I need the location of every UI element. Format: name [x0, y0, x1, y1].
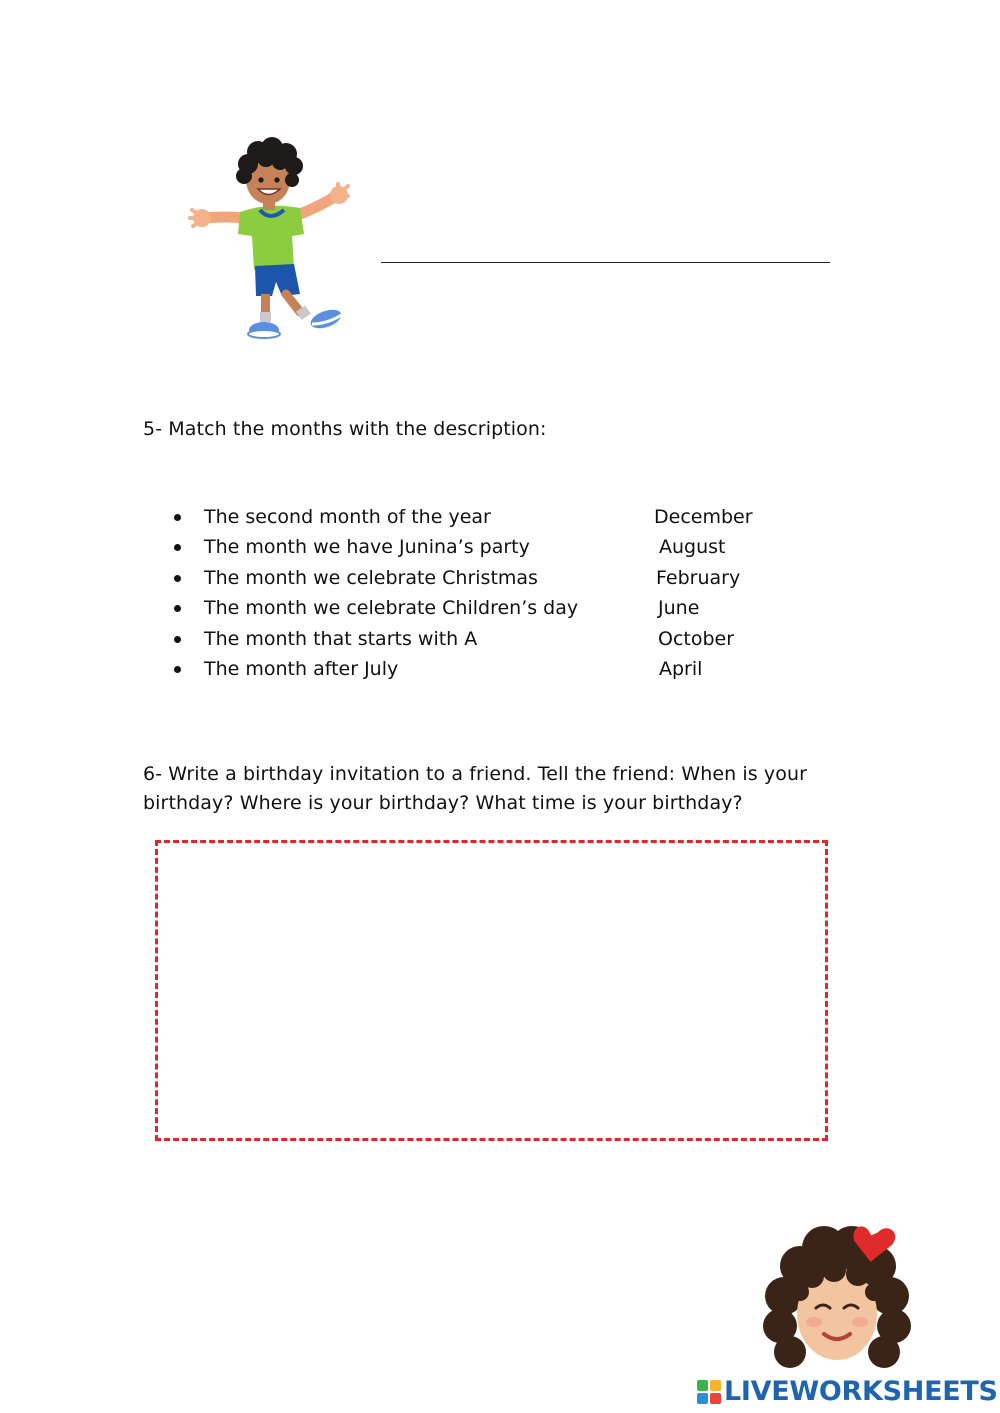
bullet-icon — [174, 666, 181, 673]
month-matching-list — [172, 502, 792, 684]
list-item — [172, 654, 792, 684]
brand-name: LIVEWORKSHEETS — [724, 1376, 998, 1407]
month-option[interactable]: April — [659, 657, 703, 680]
month-description[interactable]: The second month of the year — [204, 506, 491, 528]
bullet-icon — [174, 575, 181, 582]
list-item — [172, 532, 792, 562]
liveworksheets-logo-icon — [697, 1380, 721, 1404]
month-option[interactable]: August — [659, 536, 726, 559]
bullet-icon — [174, 605, 181, 612]
exercise6-instruction: 6- Write a birthday invitation to a friend. Tell the friend: When is your birthday? Where is your birthday? What time is your birthday? — [143, 763, 808, 814]
exercise5-instruction: 5- Match the months with the description: — [143, 418, 547, 440]
month-description[interactable]: The month we have Junina’s party — [204, 536, 530, 559]
liveworksheets-brand[interactable] — [697, 1377, 998, 1407]
month-description[interactable]: The month we celebrate Christmas — [204, 566, 538, 589]
month-option[interactable]: February — [656, 566, 741, 589]
month-option[interactable]: October — [658, 627, 735, 650]
list-item — [172, 563, 792, 593]
list-item — [172, 624, 792, 654]
month-description[interactable]: The month we celebrate Children’s day — [204, 597, 579, 620]
answer-line[interactable] — [381, 262, 830, 263]
month-option[interactable]: December — [654, 506, 753, 528]
month-option[interactable]: June — [658, 597, 700, 620]
list-item — [172, 593, 792, 623]
bullet-icon — [174, 636, 181, 643]
list-item — [172, 502, 792, 532]
invitation-writing-box[interactable] — [155, 840, 828, 1141]
month-description[interactable]: The month after July — [204, 657, 399, 680]
month-description[interactable]: The month that starts with A — [204, 627, 478, 650]
curly-hair-girl-avatar — [762, 1218, 912, 1380]
bullet-icon — [174, 544, 181, 551]
bullet-icon — [174, 514, 181, 521]
boy-waving-illustration — [188, 136, 350, 348]
